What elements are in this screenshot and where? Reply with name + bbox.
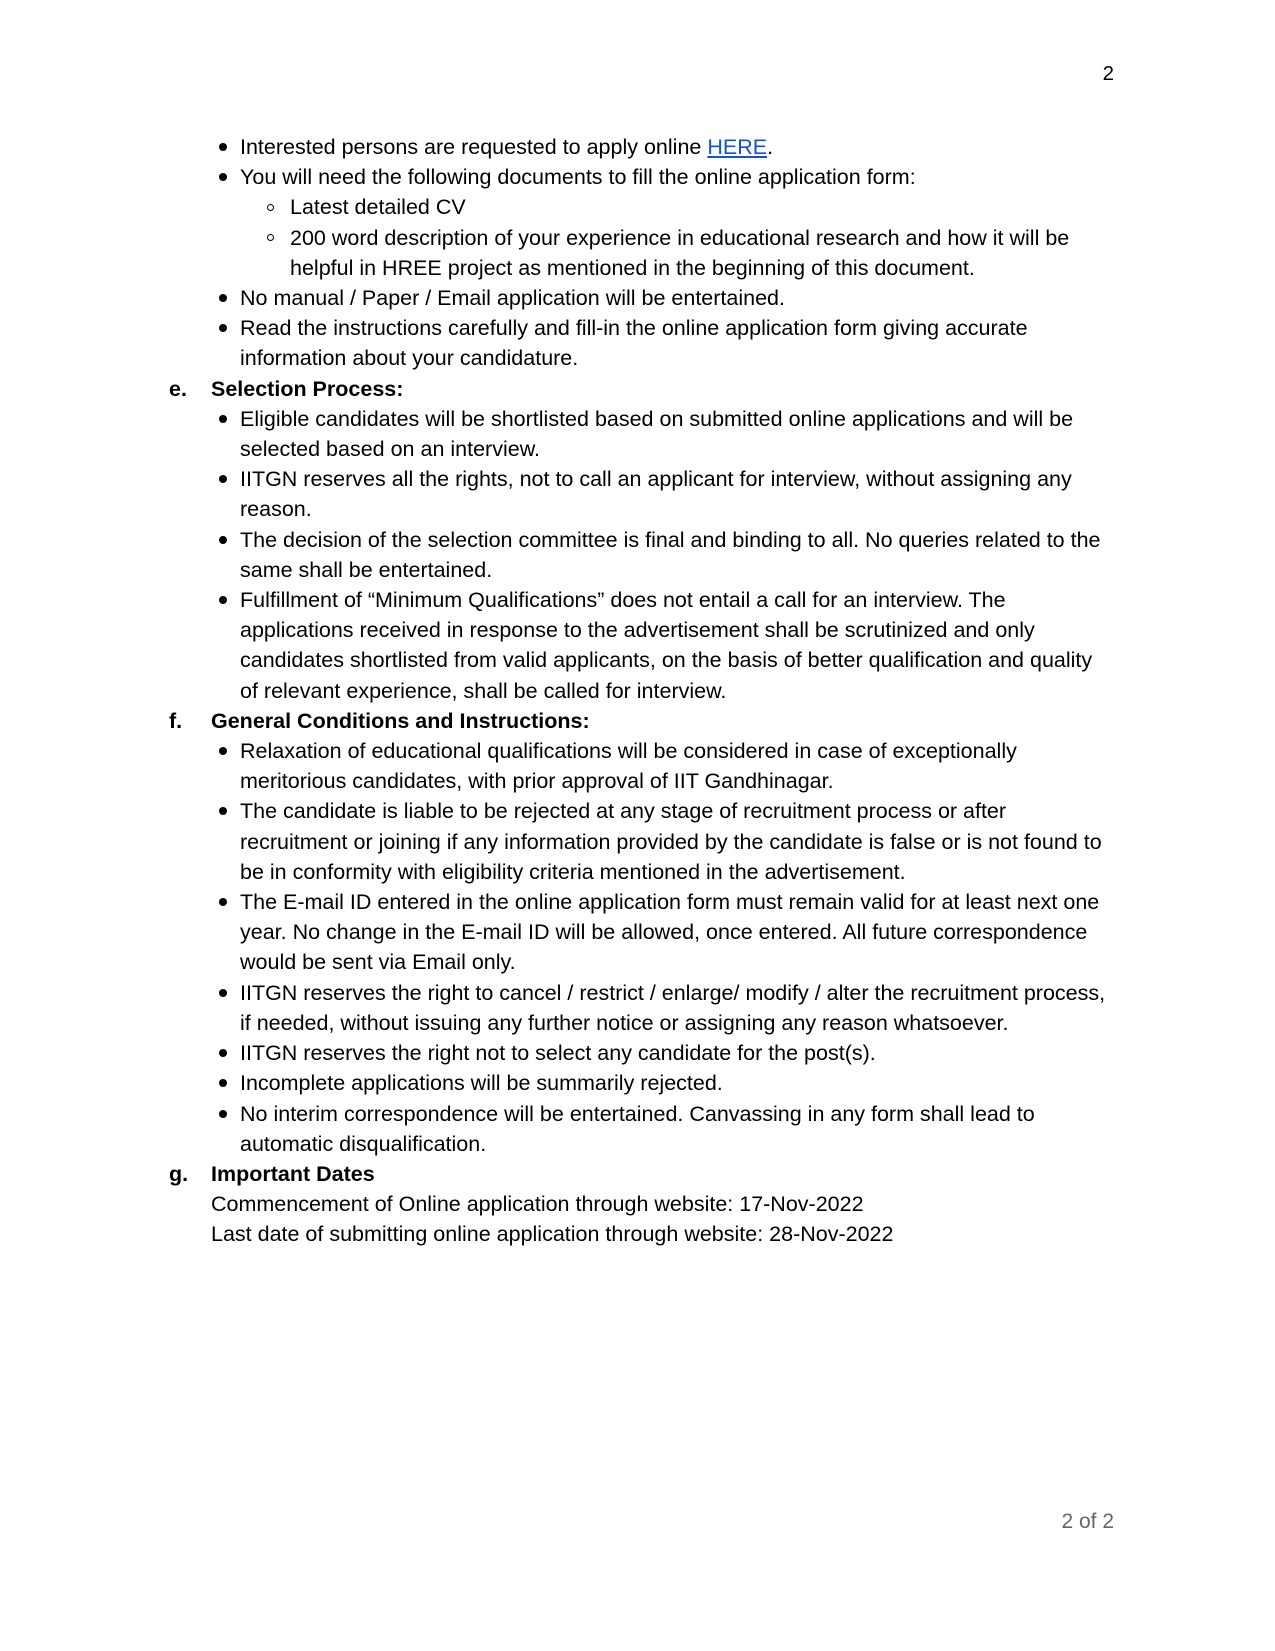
document-content xyxy=(161,132,1116,1250)
section-selection-process xyxy=(161,374,1116,706)
list-item xyxy=(161,313,1116,373)
intro-bullet-0-before: Interested persons are requested to apply online xyxy=(240,135,708,159)
bullet-disc-icon xyxy=(219,1079,227,1087)
general-bullet-2: The E-mail ID entered in the online application form must remain valid for at least next one year. No change in the E-mail ID will be allowed, once entered. All future correspondence would be sent via Email only. xyxy=(240,890,1100,975)
general-bullet-0: Relaxation of educational qualifications will be considered in case of exceptionally meritorious candidates, with prior approval of IIT Gandhinagar. xyxy=(240,739,1017,794)
intro-bullet-0-after: . xyxy=(767,135,774,159)
general-bullet-1: The candidate is liable to be rejected at any stage of recruitment process or after recruitment or joining if any information provided by the candidate is false or is not found to be in conformity with eligibility criteria mentioned in the advertisement. xyxy=(240,799,1102,884)
intro-bullet-1-text: You will need the following documents to fill the online application form: xyxy=(240,165,916,190)
bullet-disc-icon xyxy=(219,536,227,544)
section-marker-g: g. xyxy=(169,1161,189,1186)
bullet-disc-icon xyxy=(219,1110,227,1118)
bullet-circle-icon xyxy=(267,204,274,211)
list-item xyxy=(211,585,1116,706)
important-dates-block xyxy=(211,1189,1116,1249)
list-item xyxy=(161,283,1116,313)
last-date-line: Last date of submitting online application through website: 28-Nov-2022 xyxy=(211,1222,894,1247)
selection-bullet-2: The decision of the selection committee is final and binding to all. No queries related to the same shall be entertained. xyxy=(240,527,1101,582)
intro-bullet-list xyxy=(161,132,1116,192)
general-bullet-4: IITGN reserves the right not to select any candidate for the post(s). xyxy=(240,1041,876,1066)
section-marker-e: e. xyxy=(169,376,187,401)
intro-bullet-list-continued xyxy=(161,283,1116,374)
list-item xyxy=(211,736,1116,796)
selection-bullet-1: IITGN reserves all the rights, not to call an applicant for interview, without assigning any reason. xyxy=(240,467,1072,522)
selection-process-bullets xyxy=(211,404,1116,706)
bullet-disc-icon xyxy=(219,415,227,423)
general-bullet-5: Incomplete applications will be summarily rejected. xyxy=(240,1071,723,1096)
bullet-disc-icon xyxy=(219,173,227,181)
general-bullet-6: No interim correspondence will be entertained. Canvassing in any form shall lead to automatic disqualification. xyxy=(240,1101,1035,1156)
list-item xyxy=(240,223,1116,283)
list-item xyxy=(211,1099,1116,1159)
page-footer: 2 of 2 xyxy=(1061,1510,1114,1533)
general-conditions-bullets xyxy=(211,736,1116,1159)
documents-sub-list xyxy=(161,192,1116,283)
intro-cont-item-1: Read the instructions carefully and fill-in the online application form giving accurate information about your candidature. xyxy=(240,316,1028,371)
document-item-1: 200 word description of your experience in educational research and how it will be helpful in HREE project as mentioned in the beginning of this document. xyxy=(290,225,1070,280)
bullet-disc-icon xyxy=(219,1049,227,1057)
apply-online-here-link[interactable]: HERE xyxy=(707,135,768,159)
bullet-disc-icon xyxy=(219,898,227,906)
list-item xyxy=(211,404,1116,464)
bullet-disc-icon xyxy=(219,747,227,755)
bullet-disc-icon xyxy=(219,475,227,483)
list-item xyxy=(211,464,1116,524)
bullet-disc-icon xyxy=(219,989,227,997)
list-item xyxy=(211,978,1116,1038)
general-bullet-3: IITGN reserves the right to cancel / restrict / enlarge/ modify / alter the recruitment process, if needed, without issuing any further notice or assigning any reason whatsoever. xyxy=(240,980,1106,1035)
document-item-0: Latest detailed CV xyxy=(290,195,466,220)
bullet-disc-icon xyxy=(219,143,227,151)
list-item xyxy=(211,887,1116,978)
list-item xyxy=(211,525,1116,585)
list-item xyxy=(211,796,1116,887)
section-important-dates xyxy=(161,1159,1116,1250)
list-item xyxy=(211,1038,1116,1068)
selection-bullet-3: Fulfillment of “Minimum Qualifications” does not entail a call for an interview. The applications received in response to the advertisement shall be scrutinized and only candidates shortlisted from valid applicants, on the basis of better qualification and quality of relevant experience, shall be called for interview. xyxy=(240,588,1093,703)
section-heading-general-conditions: General Conditions and Instructions: xyxy=(211,708,590,733)
section-heading-important-dates: Important Dates xyxy=(211,1161,375,1186)
section-general-conditions xyxy=(161,706,1116,1159)
bullet-disc-icon xyxy=(219,324,227,332)
bullet-circle-icon xyxy=(267,234,274,241)
bullet-disc-icon xyxy=(219,294,227,302)
selection-bullet-0: Eligible candidates will be shortlisted based on submitted online applications and will be selected based on an interview. xyxy=(240,406,1074,462)
page-number-header: 2 xyxy=(1102,62,1114,85)
bullet-disc-icon xyxy=(219,807,227,815)
intro-cont-item-0: No manual / Paper / Email application will be entertained. xyxy=(240,286,785,311)
section-heading-selection-process: Selection Process: xyxy=(211,376,404,401)
commencement-date-line: Commencement of Online application through website: 17-Nov-2022 xyxy=(211,1192,864,1217)
lettered-section-list xyxy=(161,374,1116,1250)
bullet-disc-icon xyxy=(219,596,227,604)
list-item xyxy=(161,132,1116,162)
list-item xyxy=(240,192,1116,222)
list-item xyxy=(211,1068,1116,1098)
section-marker-f: f. xyxy=(169,708,183,733)
list-item xyxy=(161,162,1116,192)
